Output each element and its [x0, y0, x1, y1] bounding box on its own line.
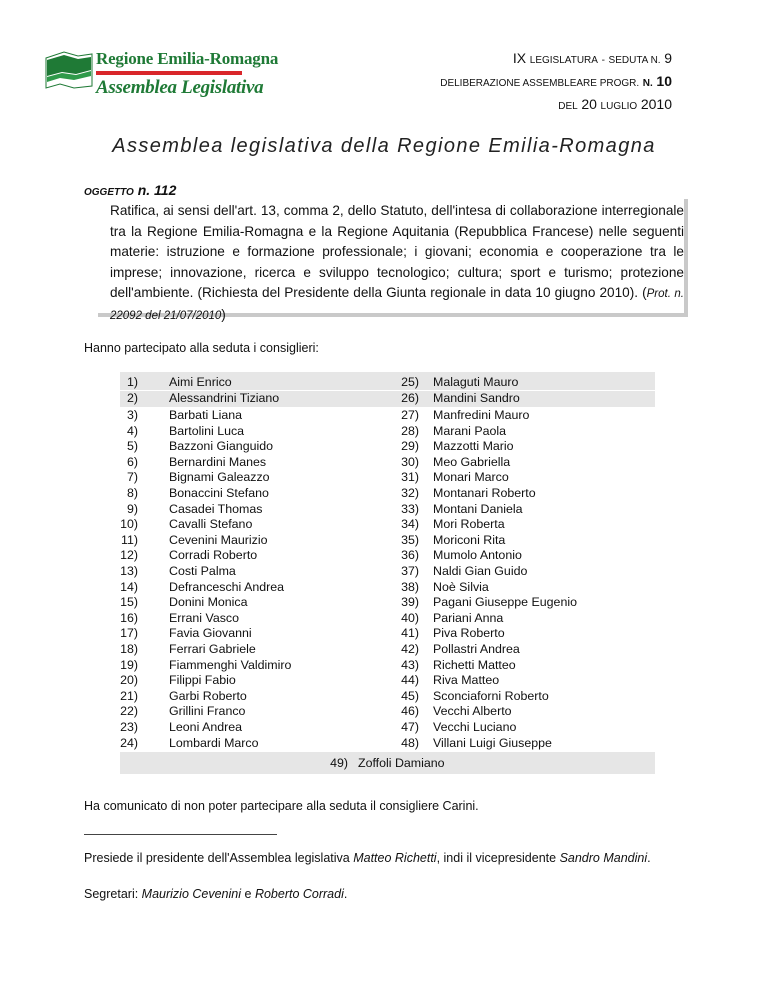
participants-intro: Hanno partecipato alla seduta i consiglieri: [84, 341, 319, 355]
legislatura-line: IX LEGISLATURA - SEDUTA N. 9 [512, 50, 672, 66]
logo-title-assemblea: Assemblea Legislativa [96, 77, 264, 98]
councillor-name: Meo Gabriella [433, 454, 511, 469]
councillor-number: 48) [401, 735, 419, 750]
councillor-number: 32) [401, 486, 419, 500]
councillor-name: Mazzotti Mario [433, 439, 514, 454]
councillor-name: Bazzoni Gianguido [169, 439, 274, 454]
councillor-name: Richetti Matteo [433, 657, 516, 672]
councillor-number: 30) [401, 454, 419, 469]
councillor-name: Sconciaforni Roberto [433, 688, 549, 703]
councillor-name: Leoni Andrea [169, 720, 243, 734]
councillor-name: Aimi Enrico [169, 375, 232, 389]
councillor-name: Mumolo Antonio [433, 548, 522, 563]
councillor-name: Ferrari Gabriele [169, 642, 256, 656]
councillor-number: 6) [126, 454, 138, 469]
divider [84, 834, 277, 835]
councillor-number: 44) [401, 673, 419, 688]
councillor-name: Bartolini Luca [169, 423, 245, 438]
councillor-number: 46) [401, 704, 419, 719]
councillor-number: 43) [401, 657, 419, 672]
councillor-name: Noè Silvia [433, 579, 489, 594]
councillor-number: 37) [401, 564, 419, 578]
councillor-name: Favia Giovanni [169, 626, 252, 641]
councillor-number: 23) [120, 720, 138, 734]
councillor-number: 29) [401, 439, 419, 454]
councillor-name: Grillini Franco [169, 704, 246, 719]
page-title: Assemblea legislativa della Regione Emilia-Romagna [112, 135, 656, 157]
councillor-number: 14) [120, 579, 138, 594]
councillor-number: 22) [120, 704, 138, 719]
councillor-name: Pariani Anna [433, 610, 504, 625]
councillor-name: Garbi Roberto [169, 688, 247, 703]
councillor-name: Montani Daniela [433, 501, 523, 516]
councillor-number: 26) [401, 391, 419, 405]
councillor-number: 47) [401, 720, 419, 734]
councillor-number: 8) [126, 486, 138, 500]
councillor-number: 24) [120, 735, 138, 750]
councillor-name: Montanari Roberto [433, 486, 536, 500]
councillor-number: 7) [126, 470, 138, 485]
councillor-name: Monari Marco [433, 470, 509, 485]
councillor-number: 19) [120, 657, 138, 672]
councillor-name: Cavalli Stefano [169, 517, 253, 532]
councillor-number: 4) [126, 423, 138, 438]
councillor-name: Errani Vasco [169, 610, 240, 625]
oggetto-text: Ratifica, ai sensi dell'art. 13, comma 2, dello Statuto, dell'intesa di collaborazione interregionale tra la Regione Emilia-Romagna e la Regione Aquitania (Repubblica Francese) nelle seguenti materie: istruzione e formazione professionale; i giovani; economia e cooperazione tra le imprese; innovazione, ricerca e sviluppo tecnologico; cultura; sport e turismo; protezione dell'ambiente. (Richiesta del Presidente della Giunta regionale in data 10 giugno 2010). (Prot. n. 22092 del 21/07/2010) [110, 203, 684, 322]
councillor-number: 41) [401, 626, 419, 641]
oggetto-label: OGGETTO n. 112 [84, 182, 177, 198]
councillor-name: Filippi Fabio [169, 673, 236, 688]
councillor-number: 11) [121, 532, 138, 547]
councillor-name: Manfredini Mauro [433, 408, 530, 422]
councillor-name: Vecchi Luciano [433, 720, 517, 734]
regione-logo [44, 46, 279, 102]
councillor-number: 35) [401, 532, 419, 547]
councillor-name: Mandini Sandro [433, 391, 520, 405]
councillor-number: 5) [126, 439, 138, 454]
councillor-name: Riva Matteo [433, 673, 500, 688]
segretari-note: Segretari: Maurizio Cevenini e Roberto Corradi. [84, 887, 348, 901]
councillor-number: 12) [120, 548, 138, 563]
logo-red-bar [96, 71, 242, 75]
councillor-number: 18) [120, 642, 138, 656]
councillor-number: 21) [120, 688, 138, 703]
councillor-name: Pollastri Andrea [433, 642, 520, 656]
councillor-name: Cevenini Maurizio [169, 532, 268, 547]
councillor-name: Casadei Thomas [169, 501, 263, 516]
councillor-number: 15) [120, 595, 138, 610]
councillor-name: Bernardini Manes [169, 454, 267, 469]
councillor-number: 9) [126, 501, 138, 516]
councillor-name: Bignami Galeazzo [169, 470, 270, 485]
councillor-number: 20) [120, 673, 138, 688]
councillor-name: Moriconi Rita [433, 532, 506, 547]
councillor-number: 45) [401, 688, 419, 703]
councillor-name: Villani Luigi Giuseppe [433, 735, 552, 750]
councillor-number: 1) [126, 375, 138, 389]
councillor-number: 2) [126, 391, 138, 405]
document-reference [440, 48, 672, 117]
councillor-name: Marani Paola [433, 423, 507, 438]
absent-note: Ha comunicato di non poter partecipare alla seduta il consigliere Carini. [84, 799, 479, 813]
councillor-name: Malaguti Mauro [433, 375, 519, 389]
councillor-number: 17) [120, 626, 138, 641]
presiede-note: Presiede il presidente dell'Assemblea legislativa Matteo Richetti, indi il vicepresidente Sandro Mandini. [84, 851, 651, 865]
councillor-name: Mori Roberta [433, 517, 505, 532]
councillor-name: Donini Monica [169, 595, 248, 610]
councillor-number: 31) [401, 470, 419, 485]
councillor-name: Fiammenghi Valdimiro [169, 657, 292, 672]
protocol-ref: Prot. n. 22092 del 21/07/2010 [110, 288, 684, 322]
date-line: DEL 20 LUGLIO 2010 [558, 96, 672, 112]
councillor-number: 16) [120, 610, 138, 625]
councillor-number: 28) [401, 423, 419, 438]
councillor-number: 33) [401, 501, 419, 516]
map-emblem-icon [44, 46, 94, 96]
councillor-number: 38) [401, 579, 419, 594]
councillor-number: 36) [401, 548, 419, 563]
councillor-number: 42) [401, 642, 419, 656]
councillor-number: 40) [401, 610, 419, 625]
councillor-number: 39) [401, 595, 419, 610]
councillor-name: Bonaccini Stefano [169, 486, 269, 500]
councillor-number: 10) [120, 517, 138, 532]
councillor-number: 27) [401, 408, 419, 422]
councillor-name: Barbati Liana [169, 408, 243, 422]
councillor-name: Defranceschi Andrea [169, 579, 285, 594]
councillor-name: Naldi Gian Guido [433, 564, 528, 578]
councillor-name: Alessandrini Tiziano [169, 391, 280, 405]
councillor-number: 3) [126, 408, 138, 422]
councillor-name: Pagani Giuseppe Eugenio [433, 595, 577, 610]
councillor-number: 34) [401, 517, 419, 532]
councillor-name: Corradi Roberto [169, 548, 258, 563]
deliberazione-line: DELIBERAZIONE ASSEMBLEARE PROGR. N. 10 [440, 73, 672, 89]
councillor-name: Costi Palma [169, 564, 236, 578]
councillor-name: Vecchi Alberto [433, 704, 512, 719]
logo-title-regione: Regione Emilia-Romagna [96, 49, 279, 68]
councillor-name: Piva Roberto [433, 626, 505, 641]
councillor-number: 13) [120, 564, 138, 578]
councillor-name: Lombardi Marco [169, 735, 259, 750]
councillor-number: 25) [401, 375, 419, 389]
